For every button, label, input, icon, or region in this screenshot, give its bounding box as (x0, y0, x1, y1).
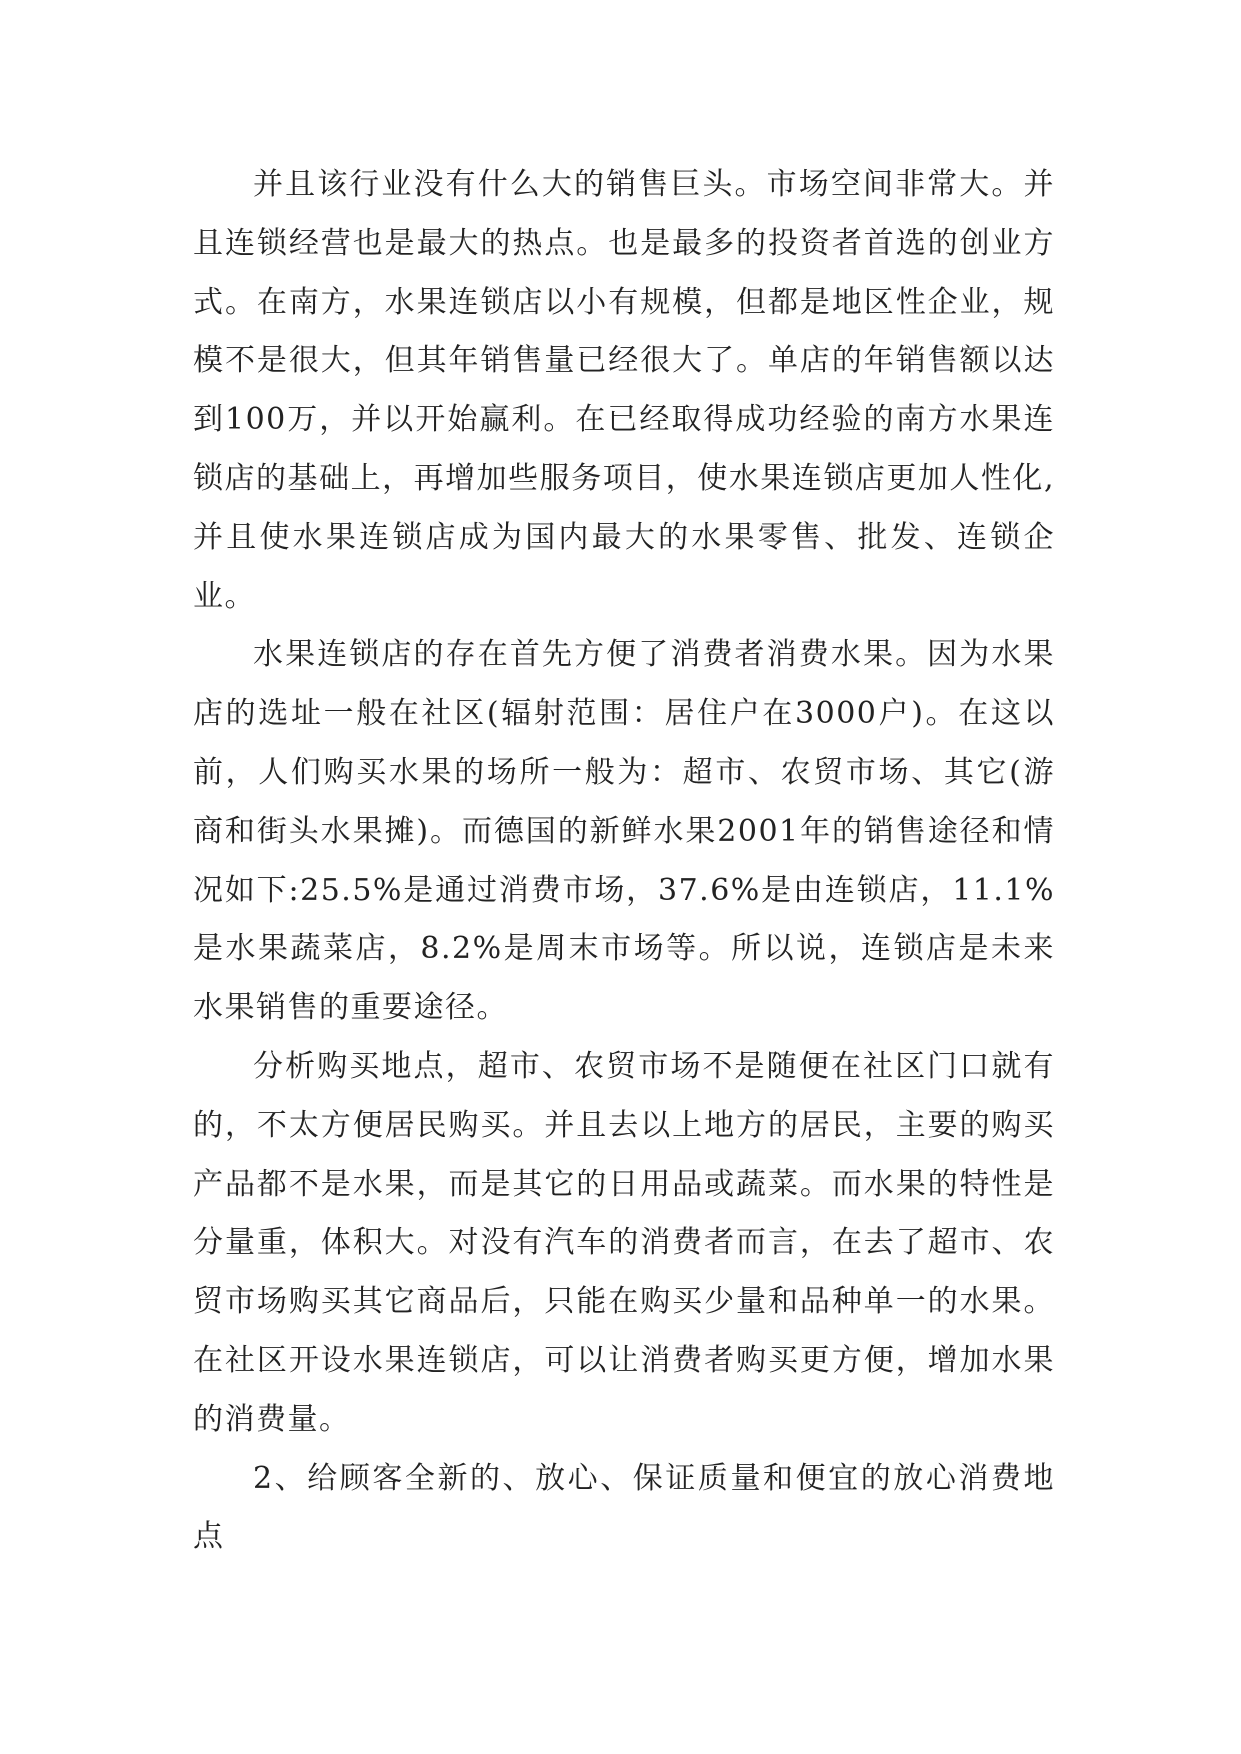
paragraph-2: 水果连锁店的存在首先方便了消费者消费水果。因为水果店的选址一般在社区(辐射范围：居住户在3000户)。在这以前，人们购买水果的场所一般为：超市、农贸市场、其它(游商和街头水果摊)。而德国的新鲜水果2001年的销售途径和情况如下:25.5%是通过消费市场，37.6%是由连锁店，11.1%是水果蔬菜店，8.2%是周末市场等。所以说，连锁店是未来水果销售的重要途径。 (193, 637, 1055, 1026)
paragraph-4-heading: 2、给顾客全新的、放心、保证质量和便宜的放心消费地点 (193, 1460, 1055, 1555)
paragraph-3: 分析购买地点，超市、农贸市场不是随便在社区门口就有的，不太方便居民购买。并且去以上地方的居民，主要的购买产品都不是水果，而是其它的日用品或蔬菜。而水果的特性是分量重，体积大。对没有汽车的消费者而言，在去了超市、农贸市场购买其它商品后，只能在购买少量和品种单一的水果。在社区开设水果连锁店，可以让消费者购买更方便，增加水果的消费量。 (193, 1048, 1055, 1437)
paragraph-1: 并且该行业没有什么大的销售巨头。市场空间非常大。并且连锁经营也是最大的热点。也是最多的投资者首选的创业方式。在南方，水果连锁店以小有规模，但都是地区性企业，规模不是很大，但其年销售量已经很大了。单店的年销售额以达到100万，并以开始赢利。在已经取得成功经验的南方水果连锁店的基础上，再增加些服务项目，使水果连锁店更加人性化,并且使水果连锁店成为国内最大的水果零售、批发、连锁企业。 (193, 167, 1055, 614)
document-body (193, 156, 1055, 1567)
